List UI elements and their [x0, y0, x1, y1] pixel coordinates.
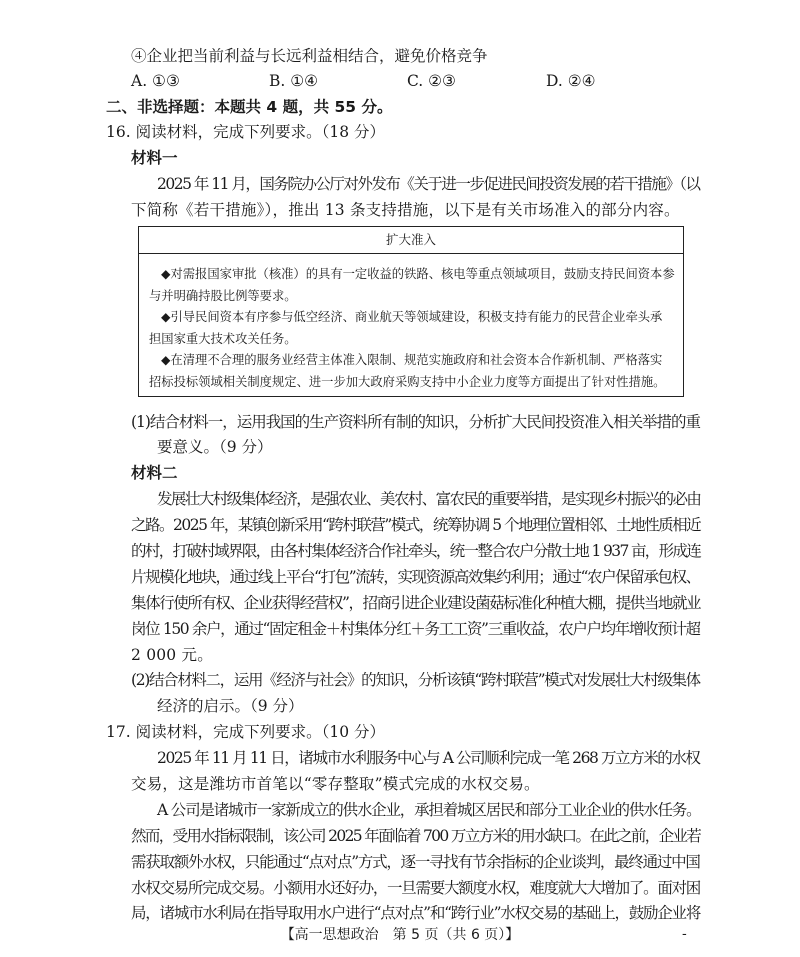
q17-line: 2025 年 11 月 11 日，诸城市水利服务中心与 A 公司顺利完成一笔 268 万立方米的水权: [157, 749, 700, 767]
page-footer: 【高一思想政治 第 5 页（共 6 页）】: [280, 927, 520, 943]
corner-mark: -: [682, 926, 687, 942]
q15-choice-c: C. ②③: [407, 72, 456, 90]
q16-material1-line: 2025 年 11 月，国务院办公厅对外发布《关于进一步促进民间投资发展的若干措施》（以: [157, 175, 700, 193]
q16-sub1-line: (1)结合材料一，运用我国的生产资料所有制的知识，分析扩大民间投资准入相关举措的重: [131, 413, 700, 431]
q17-line: 然而，受用水指标限制，该公司 2025 年面临着 700 万立方米的用水缺口。在此之前，企业若: [131, 827, 701, 845]
q15-choice-b: B. ①④: [269, 72, 319, 90]
q15-option-4: ④企业把当前利益与长远利益相结合，避免价格竞争: [131, 47, 488, 65]
q16-material2-line: 集体行使所有权、企业获得经营权”，招商引进企业建设菌菇标准化种植大棚，提供当地就业: [131, 594, 701, 612]
box-line: 担国家重大技术攻关任务。: [149, 332, 297, 346]
q16-material1-label: 材料一: [131, 149, 178, 167]
q16-material2-label: 材料二: [131, 464, 178, 482]
q16-material2-line: 的村，打破村域界限，由各村集体经济合作社牵头，统一整合农户分散土地 1 937 亩，形成连: [131, 542, 701, 560]
q16-material2-line: 发展壮大村级集体经济，是强农业、美农村、富农民的重要举措，是实现乡村振兴的必由: [157, 490, 701, 508]
box-line: ◆在清理不合理的服务业经营主体准入限制、规范实施政府和社会资本合作新机制、严格落实: [161, 353, 663, 367]
q16-sub2-line: (2)结合材料二，运用《经济与社会》的知识，分析该镇“跨村联营”模式对发展壮大村级集体: [131, 671, 700, 689]
box-line: ◆引导民间资本有序参与低空经济、商业航天等领域建设，积极支持有能力的民营企业牵头承: [161, 310, 663, 324]
q17-line: 局，诸城市水利局在指导取用水户进行“点对点”和“跨行业”水权交易的基础上，鼓励企业将: [131, 904, 701, 922]
section-title: 二、非选择题：本题共 4 题，共 55 分。: [106, 98, 393, 116]
q16-title: 16. 阅读材料，完成下列要求。（18 分）: [106, 123, 385, 141]
q16-material1-line: 下简称《若干措施》），推出 13 条支持措施，以下是有关市场准入的部分内容。: [131, 201, 680, 219]
q16-material2-line: 2 000 元。: [131, 646, 213, 664]
box-header: 扩大准入: [139, 227, 683, 254]
q15-choice-a: A. ①③: [131, 72, 180, 90]
box-line: ◆对需报国家审批（核准）的具有一定收益的铁路、核电等重点领域项目，鼓励支持民间资本参: [161, 267, 675, 281]
box-line: 招标投标领域相关制度规定、进一步加大政府采购支持中小企业力度等方面提出了针对性措施。: [149, 375, 666, 389]
q17-line: 交易，这是潍坊市首笔以“零存整取”模式完成的水权交易。: [131, 775, 540, 793]
q16-sub1-line: 要意义。（9 分）: [157, 438, 273, 456]
q16-sub2-line: 经济的启示。（9 分）: [157, 697, 304, 715]
expand-access-box: [138, 226, 684, 397]
q16-material2-line: 片规模化地块，通过线上平台“打包”流转，实现资源高效集约利用；通过“农户保留承包权、: [131, 568, 700, 586]
q17-line: 水权交易所完成交易。小额用水还好办，一旦需要大额度水权，难度就大大增加了。面对困: [131, 879, 701, 897]
box-line: 与并明确持股比例等要求。: [149, 289, 297, 303]
q16-material2-line: 之路。2025 年，某镇创新采用“跨村联营”模式，统筹协调 5 个地理位置相邻、土地性质相近: [131, 516, 701, 534]
q17-line: 需获取额外水权，只能通过“点对点”方式，逐一寻找有节余指标的企业谈判，最终通过中国: [131, 853, 700, 871]
q17-line: A 公司是诸城市一家新成立的供水企业，承担着城区居民和部分工业企业的供水任务。: [157, 801, 701, 819]
q15-choice-d: D. ②④: [546, 72, 596, 90]
q16-material2-line: 岗位 150 余户，通过“固定租金＋村集体分红＋务工工资”三重收益，农户户均年增收预计超: [131, 620, 700, 638]
q17-title: 17. 阅读材料，完成下列要求。（10 分）: [106, 723, 385, 741]
